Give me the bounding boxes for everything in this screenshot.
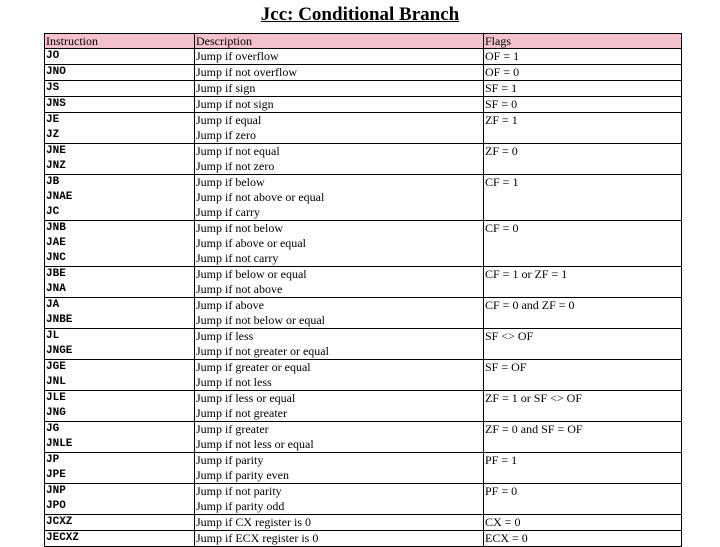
description-cell xyxy=(195,422,484,453)
instruction-description: Jump if not equal xyxy=(196,144,280,158)
instruction-mnemonic: JZ xyxy=(46,129,60,141)
description-cell xyxy=(195,144,484,175)
instruction-mnemonic: JNO xyxy=(46,66,66,78)
header-instruction: Instruction xyxy=(45,34,195,49)
instruction-mnemonic: JNP xyxy=(46,485,66,497)
instruction-description: Jump if not zero xyxy=(196,159,275,173)
flag-condition: ZF = 0 xyxy=(485,144,518,158)
instruction-cell xyxy=(45,113,195,144)
instruction-cell xyxy=(45,422,195,453)
flags-cell xyxy=(484,81,682,97)
instruction-mnemonic: JBE xyxy=(46,268,66,280)
flags-cell xyxy=(484,453,682,484)
table-row xyxy=(45,453,682,484)
instruction-description: Jump if not less or equal xyxy=(196,437,314,451)
instruction-mnemonic: JNL xyxy=(46,376,66,388)
instruction-mnemonic: JS xyxy=(46,82,60,94)
description-cell xyxy=(195,391,484,422)
table-header xyxy=(45,34,682,49)
description-cell xyxy=(195,49,484,65)
instruction-mnemonic: JNGE xyxy=(46,345,73,357)
flag-condition: CF = 1 or ZF = 1 xyxy=(485,267,568,281)
flags-cell xyxy=(484,113,682,144)
instruction-description: Jump if less or equal xyxy=(196,391,296,405)
description-cell xyxy=(195,298,484,329)
instruction-description: Jump if not carry xyxy=(196,251,279,265)
flag-condition: PF = 0 xyxy=(485,484,518,498)
instruction-description: Jump if ECX register is 0 xyxy=(196,531,319,545)
conditional-branch-table xyxy=(44,33,682,547)
instruction-cell xyxy=(45,267,195,298)
instruction-description: Jump if below or equal xyxy=(196,267,307,281)
table-row xyxy=(45,422,682,453)
instruction-mnemonic: JNB xyxy=(46,222,66,234)
instruction-mnemonic: JC xyxy=(46,206,60,218)
instruction-description: Jump if above or equal xyxy=(196,236,306,250)
flag-condition: CF = 0 and ZF = 0 xyxy=(485,298,575,312)
instruction-description: Jump if not above xyxy=(196,282,283,296)
flag-condition: CF = 1 xyxy=(485,175,519,189)
description-cell xyxy=(195,97,484,113)
instruction-mnemonic: JNC xyxy=(46,252,66,264)
instruction-description: Jump if not parity xyxy=(196,484,282,498)
flag-condition: ZF = 0 and SF = OF xyxy=(485,422,583,436)
flag-condition: OF = 0 xyxy=(485,65,520,79)
instruction-cell xyxy=(45,81,195,97)
table-row xyxy=(45,97,682,113)
table-row xyxy=(45,144,682,175)
flag-condition: SF = 0 xyxy=(485,97,518,111)
instruction-description: Jump if carry xyxy=(196,205,260,219)
flag-condition: PF = 1 xyxy=(485,453,518,467)
instruction-description: Jump if not less xyxy=(196,375,272,389)
instruction-description: Jump if greater or equal xyxy=(196,360,311,374)
table-row xyxy=(45,531,682,547)
instruction-mnemonic: JECXZ xyxy=(46,532,80,544)
flags-cell xyxy=(484,515,682,531)
table-body xyxy=(45,49,682,547)
instruction-description: Jump if below xyxy=(196,175,265,189)
instruction-mnemonic: JE xyxy=(46,114,60,126)
table-row xyxy=(45,49,682,65)
flags-cell xyxy=(484,298,682,329)
description-cell xyxy=(195,531,484,547)
flag-condition: SF = OF xyxy=(485,360,527,374)
flags-cell xyxy=(484,422,682,453)
instruction-mnemonic: JCXZ xyxy=(46,516,73,528)
header-description: Description xyxy=(195,34,484,49)
description-cell xyxy=(195,113,484,144)
description-cell xyxy=(195,453,484,484)
table-row xyxy=(45,175,682,221)
header-flags: Flags xyxy=(484,34,682,49)
instruction-mnemonic: JGE xyxy=(46,361,66,373)
instruction-description: Jump if not below xyxy=(196,221,283,235)
flag-condition: ZF = 1 xyxy=(485,113,518,127)
instruction-description: Jump if overflow xyxy=(196,49,279,63)
flag-condition: ECX = 0 xyxy=(485,531,528,545)
instruction-mnemonic: JNA xyxy=(46,283,66,295)
table-row xyxy=(45,391,682,422)
instruction-description: Jump if not below or equal xyxy=(196,313,325,327)
header-row xyxy=(45,34,682,49)
instruction-mnemonic: JNZ xyxy=(46,160,66,172)
table-row xyxy=(45,65,682,81)
instruction-mnemonic: JNS xyxy=(46,98,66,110)
description-cell xyxy=(195,484,484,515)
table-row xyxy=(45,81,682,97)
instruction-description: Jump if not greater or equal xyxy=(196,344,329,358)
instruction-description: Jump if not sign xyxy=(196,97,274,111)
instruction-mnemonic: JNBE xyxy=(46,314,73,326)
instruction-description: Jump if equal xyxy=(196,113,262,127)
instruction-cell xyxy=(45,453,195,484)
description-cell xyxy=(195,221,484,267)
description-cell xyxy=(195,65,484,81)
instruction-mnemonic: JPO xyxy=(46,500,66,512)
instruction-mnemonic: JO xyxy=(46,50,60,62)
flags-cell xyxy=(484,531,682,547)
instruction-cell xyxy=(45,65,195,81)
instruction-cell xyxy=(45,49,195,65)
instruction-cell xyxy=(45,484,195,515)
flag-condition: SF = 1 xyxy=(485,81,518,95)
flags-cell xyxy=(484,97,682,113)
instruction-mnemonic: JG xyxy=(46,423,60,435)
instruction-mnemonic: JPE xyxy=(46,469,66,481)
flags-cell xyxy=(484,484,682,515)
flags-cell xyxy=(484,329,682,360)
instruction-description: Jump if parity odd xyxy=(196,499,285,513)
flags-cell xyxy=(484,65,682,81)
instruction-cell xyxy=(45,144,195,175)
flag-condition: CF = 0 xyxy=(485,221,519,235)
flags-cell xyxy=(484,175,682,221)
instruction-mnemonic: JB xyxy=(46,176,60,188)
instruction-description: Jump if less xyxy=(196,329,254,343)
instruction-cell xyxy=(45,221,195,267)
flags-cell xyxy=(484,267,682,298)
instruction-cell xyxy=(45,97,195,113)
flag-condition: OF = 1 xyxy=(485,49,520,63)
description-cell xyxy=(195,81,484,97)
instruction-description: Jump if zero xyxy=(196,128,256,142)
instruction-description: Jump if not greater xyxy=(196,406,287,420)
flags-cell xyxy=(484,221,682,267)
flags-cell xyxy=(484,144,682,175)
instruction-mnemonic: JNAE xyxy=(46,191,73,203)
instruction-cell xyxy=(45,531,195,547)
instruction-description: Jump if not overflow xyxy=(196,65,297,79)
instruction-description: Jump if not above or equal xyxy=(196,190,325,204)
description-cell xyxy=(195,175,484,221)
instruction-mnemonic: JNE xyxy=(46,145,66,157)
instruction-description: Jump if parity even xyxy=(196,468,289,482)
instruction-description: Jump if greater xyxy=(196,422,269,436)
instruction-description: Jump if parity xyxy=(196,453,264,467)
flags-cell xyxy=(484,360,682,391)
description-cell xyxy=(195,329,484,360)
flag-condition: CX = 0 xyxy=(485,515,521,529)
description-cell xyxy=(195,360,484,391)
table-row xyxy=(45,267,682,298)
instruction-mnemonic: JNLE xyxy=(46,438,73,450)
instruction-cell xyxy=(45,391,195,422)
instruction-cell xyxy=(45,360,195,391)
table-row xyxy=(45,360,682,391)
page-title: Jcc: Conditional Branch xyxy=(260,4,460,25)
table-row xyxy=(45,329,682,360)
flag-condition: ZF = 1 or SF <> OF xyxy=(485,391,582,405)
flags-cell xyxy=(484,391,682,422)
description-cell xyxy=(195,515,484,531)
table-row xyxy=(45,113,682,144)
instruction-mnemonic: JP xyxy=(46,454,60,466)
table-row xyxy=(45,515,682,531)
instruction-description: Jump if CX register is 0 xyxy=(196,515,311,529)
instruction-description: Jump if above xyxy=(196,298,264,312)
flags-cell xyxy=(484,49,682,65)
table-row xyxy=(45,484,682,515)
table-row xyxy=(45,298,682,329)
instruction-mnemonic: JA xyxy=(46,299,60,311)
instruction-cell xyxy=(45,298,195,329)
instruction-mnemonic: JLE xyxy=(46,392,66,404)
instruction-cell xyxy=(45,329,195,360)
flag-condition: SF <> OF xyxy=(485,329,534,343)
table-row xyxy=(45,221,682,267)
instruction-description: Jump if sign xyxy=(196,81,256,95)
instruction-mnemonic: JAE xyxy=(46,237,66,249)
instruction-mnemonic: JL xyxy=(46,330,60,342)
instruction-cell xyxy=(45,515,195,531)
instruction-cell xyxy=(45,175,195,221)
description-cell xyxy=(195,267,484,298)
instruction-mnemonic: JNG xyxy=(46,407,66,419)
